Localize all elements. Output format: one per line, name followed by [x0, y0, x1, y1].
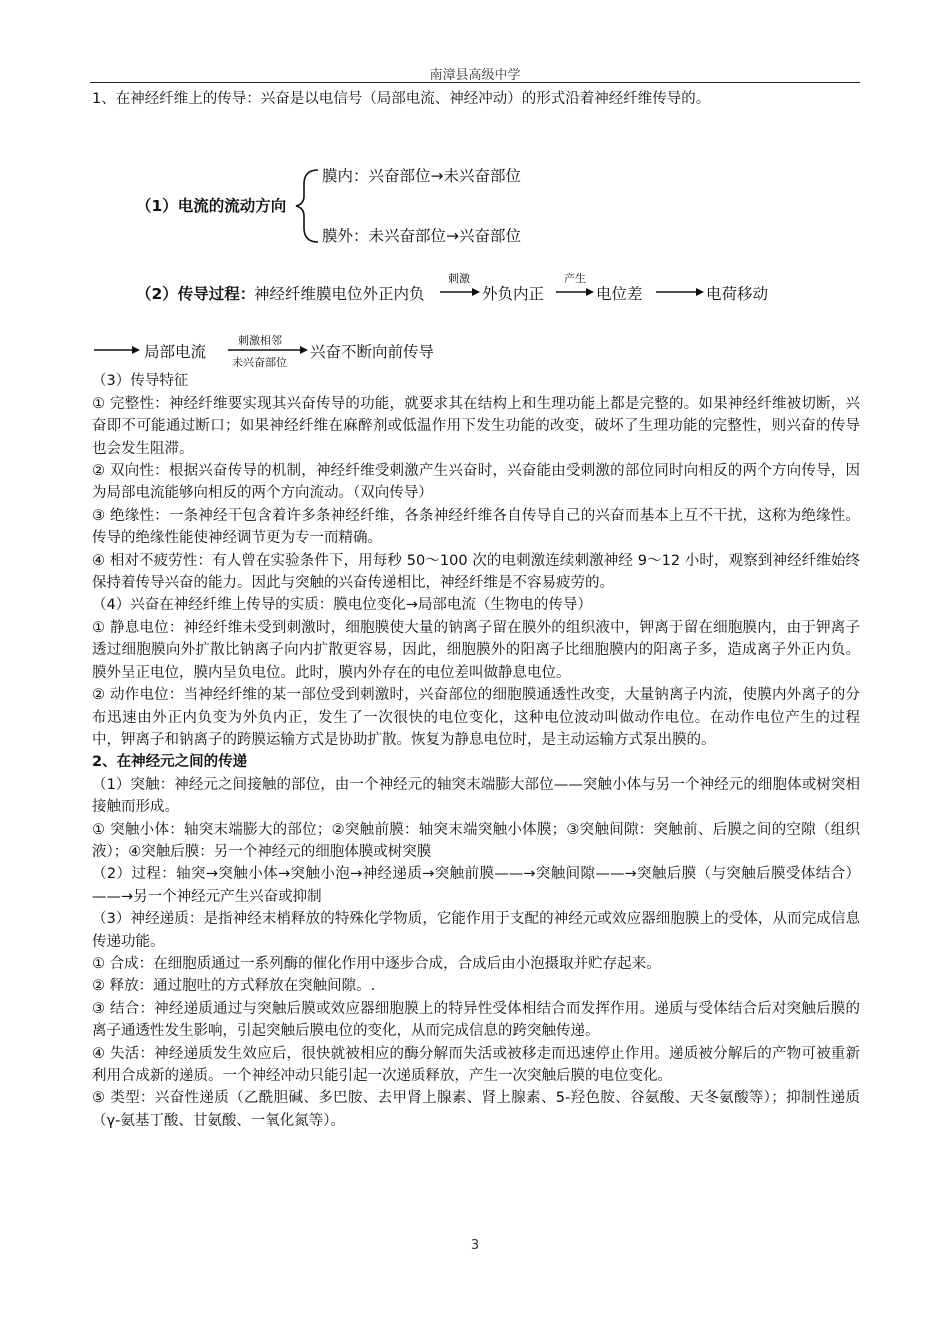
page-content [92, 88, 860, 1132]
nt-types: ⑤ 类型：兴奋性递质（乙酰胆碱、多巴胺、去甲肾上腺素、肾上腺素、5-羟色胺、谷氨酸、天冬氨酸等）；抑制性递质（γ-氨基丁酸、甘氨酸、一氧化氮等）。 [92, 1090, 860, 1129]
nt-binding: ③ 结合：神经递质通过与突触后膜或效应器细胞膜上的特异性受体相结合而发挥作用。递质与受体结合后对突触后膜的离子通透性发生影响，引起突触后膜电位的变化，从而完成信息的跨突触传递。 [92, 1000, 860, 1040]
page-header: 南漳县高级中学 [429, 68, 521, 83]
essence-title: （4）兴奋在神经纤维上传导的实质：膜电位变化→局部电流（生物电的传导） [92, 597, 592, 614]
current-direction-label: （1）电流的流动方向 [136, 197, 287, 216]
feature-bidirectional: ② 双向性：根据兴奋传导的机制，神经纤维受刺激产生兴奋时，兴奋能由受刺激的部位同时向相反的两个方向传导，因为局部电流能够向相反的两个方向流动。（双向传导） [92, 463, 860, 502]
header-divider [90, 82, 860, 83]
nt-release: ② 释放：通过胞吐的方式释放在突触间隙。. [92, 978, 376, 995]
process-step-a: 神经纤维膜电位外正内负 [254, 285, 425, 304]
process-step-b: 外负内正 [482, 285, 545, 304]
nt-inactivation: ④ 失活：神经递质发生效应后，很快就被相应的酶分解而失活或被移走而迅速停止作用。递质被分解后的产物可被重新利用合成新的递质。一个神经冲动只能引起一次递质释放，产生一次突触后膜的电位变化。 [92, 1045, 860, 1084]
process-step-d: 电荷移动 [706, 285, 769, 304]
stimulus-label: 刺激 [448, 272, 470, 286]
transmission-process: （2）过程：轴突→突触小体→突触小泡→神经递质→突触前膜——→突触间隙——→突触后膜（与突触后膜受体结合）——→另一个神经元产生兴奋或抑制 [92, 866, 860, 905]
nt-synthesis: ① 合成：在细胞质通过一系列酶的催化作用中逐步合成，合成后由小泡摄取并贮存起来。 [92, 955, 661, 972]
features-title: （3）传导特征 [92, 373, 189, 390]
unexcited-part-label: 未兴奋部位 [232, 356, 287, 370]
adjacent-stimulus-label: 刺激相邻 [238, 334, 282, 348]
outside-membrane: 膜外：未兴奋部位→兴奋部位 [322, 227, 521, 246]
synapse-parts: ① 突触小体：轴突末端膨大的部位；②突触前膜：轴突末端突触小体膜；③突触间隙：突触前、后膜之间的空隙（组织液）；④突触后膜：另一个神经元的细胞体膜或树突膜 [92, 821, 860, 860]
page-number: 3 [470, 1238, 480, 1253]
process-step-c: 电位差 [596, 285, 643, 304]
feature-non-fatigue: ④ 相对不疲劳性：有人曾在实验条件下，用每秒 50～100 次的电刺激连续刺激神经 9～12 小时，观察到神经纤维始终保持着传导兴奋的能力。因此与突触的兴奋传递相比，神经纤维是不容易疲劳的。 [92, 552, 860, 592]
section2-title: 2、在神经元之间的传递 [92, 754, 248, 771]
neurotransmitter-definition: （3）神经递质：是指神经末梢释放的特殊化学物质，它能作用于支配的神经元或效应器细胞膜上的受体，从而完成信息传递功能。 [92, 911, 860, 950]
produce-label: 产生 [564, 272, 586, 286]
feature-insulation: ③ 绝缘性：一条神经干包含着许多条神经纤维，各条神经纤维各自传导自己的兴奋而基本上互不干扰，这称为绝缘性。传导的绝缘性能使神经调节更为专一而精确。 [92, 507, 860, 547]
resting-potential: ① 静息电位：神经纤维未受到刺激时，细胞膜使大量的钠离子留在膜外的组织液中，钾离于留在细胞膜内，由于钾离子透过细胞膜向外扩散比钠离子向内扩散更容易，因此，细胞膜外的阳离子比细胞膜内的阳离子多，造成离子外正内负。膜外呈正电位，膜内呈负电位。此时，膜内外存在的电位差叫做静息电位。 [92, 619, 860, 681]
conduction-figure [92, 110, 860, 370]
action-potential: ② 动作电位：当神经纤维的某一部位受到刺激时，兴奋部位的细胞膜通透性改变，大量钠离子内流，使膜内外离子的分布迅速由外正内负变为外负内正，发生了一次很快的电位变化，这种电位波动叫做动作电位。在动作电位产生的过程中，钾离子和钠离子的跨膜运输方式是协助扩散。恢复为静息电位时，是主动运输方式泵出膜的。 [92, 687, 860, 748]
section1-title: 1、在神经纤维上的传导：兴奋是以电信号（局部电流、神经冲动）的形式沿着神经纤维传导的。 [92, 91, 711, 107]
process-label: （2）传导过程： [136, 285, 256, 304]
feature-integrity: ① 完整性：神经纤维要实现其兴奋传导的功能，就要求其在结构上和生理功能上都是完整的。如果神经纤维被切断，兴奋即不可能通过断口；如果神经纤维在麻醉剂或低温作用下发生功能的改变，破坏了生理功能的完整性，则兴奋的传导也会发生阻滞。 [92, 395, 860, 457]
inside-membrane: 膜内：兴奋部位→未兴奋部位 [322, 167, 521, 186]
synapse-definition: （1）突触：神经元之间接触的部位，由一个神经元的轴突末端膨大部位——突触小体与另一个神经元的细胞体或树突相接触而形成。 [92, 776, 860, 816]
process-step-f: 兴奋不断向前传导 [310, 343, 435, 362]
process-step-e: 局部电流 [144, 343, 207, 362]
